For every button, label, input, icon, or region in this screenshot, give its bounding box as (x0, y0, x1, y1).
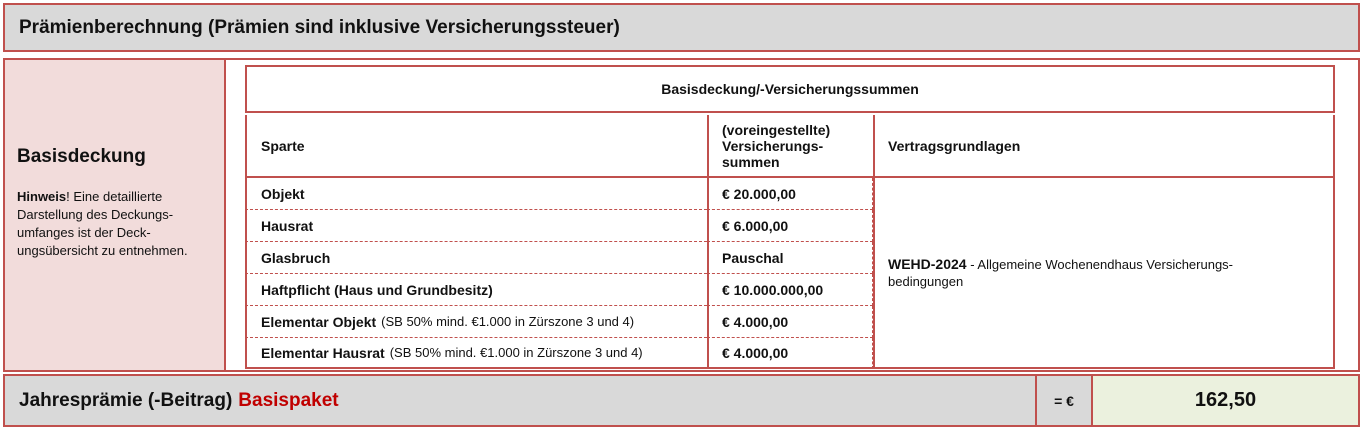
section-title: Basisdeckung (17, 146, 146, 167)
table-title: Basisdeckung/-Versicherungssummen (245, 65, 1335, 113)
sparte-label: Glasbruch (261, 249, 331, 266)
basisdeckung-section (3, 58, 1360, 372)
sparte-label: Objekt (261, 185, 305, 202)
table-row-sparte (245, 242, 707, 274)
header-bar (3, 3, 1360, 52)
header-vertragsgrundlagen: Vertragsgrundlagen (873, 115, 1335, 178)
table-row-summe: € 6.000,00 (707, 210, 873, 242)
vertrag-code: WEHD-2024 (888, 255, 967, 272)
table-row-sparte (245, 274, 707, 306)
table-row-sparte (245, 306, 707, 338)
table-row-summe: € 4.000,00 (707, 338, 873, 369)
hint-body: ! Eine detaillierte Darstellung des Deckungs-umfanges ist der Deck-ungsübersicht zu entnehmen. (17, 189, 188, 258)
footer-bar (3, 374, 1360, 427)
paket-name: Basispaket (238, 389, 339, 411)
sparte-label: Elementar Hausrat (261, 344, 385, 361)
sparte-note: (SB 50% mind. €1.000 in Zürszone 3 und 4) (389, 345, 643, 360)
page-title: Prämienberechnung (Prämien sind inklusive Versicherungssteuer) (19, 16, 620, 38)
left-panel (5, 60, 226, 370)
vertrag-desc: - Allgemeine Wochenendhaus Versicherungs-bedingungen (888, 256, 1234, 289)
hint-text (17, 188, 207, 260)
currency-equals: = € (1035, 376, 1093, 425)
sparte-note: (SB 50% mind. €1.000 in Zürszone 3 und 4) (381, 314, 635, 329)
hint-label: Hinweis (17, 189, 67, 204)
sparte-label: Elementar Objekt (261, 313, 377, 330)
coverage-table (245, 65, 1335, 369)
table-row-sparte (245, 210, 707, 242)
header-sparte: Sparte (245, 115, 707, 178)
premium-amount: 162,50 (1093, 376, 1358, 425)
table-row-summe: Pauschal (707, 242, 873, 274)
jahrespraemie-label (19, 376, 339, 425)
sparte-label: Hausrat (261, 217, 314, 234)
jahrespraemie-text: Jahresprämie (-Beitrag) (19, 389, 233, 411)
vertragsgrundlagen-cell (873, 178, 1335, 369)
vertragsgrundlagen-text (888, 256, 1288, 290)
table-row-sparte (245, 178, 707, 210)
header-summen: (voreingestellte) Versicherungs-summen (707, 115, 873, 178)
table-row-sparte (245, 338, 707, 369)
table-row-summe: € 20.000,00 (707, 178, 873, 210)
sparte-label: Haftpflicht (Haus und Grundbesitz) (261, 281, 493, 298)
table-row-summe: € 10.000.000,00 (707, 274, 873, 306)
table-row-summe: € 4.000,00 (707, 306, 873, 338)
